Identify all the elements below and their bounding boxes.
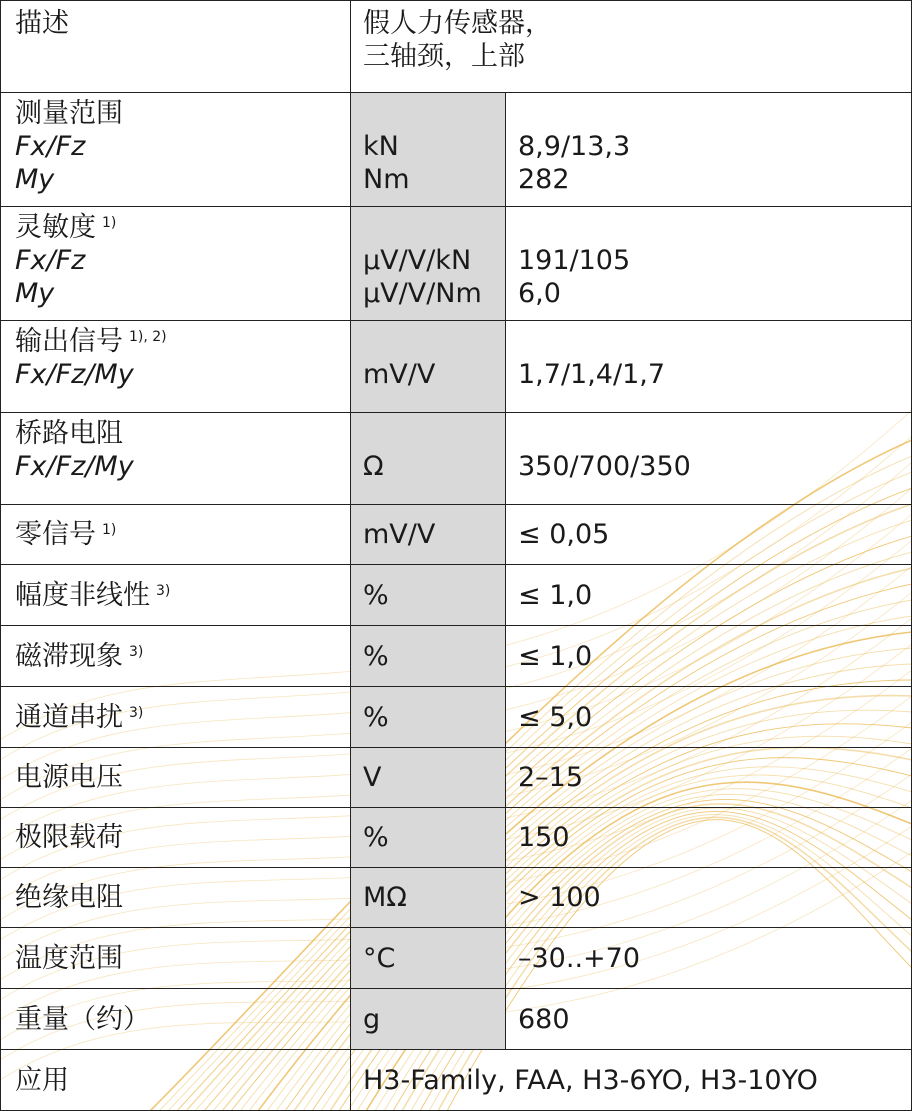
spec-value: 282 bbox=[518, 164, 570, 195]
param-sub-label: Fx/Fz bbox=[15, 131, 86, 162]
unit-cell bbox=[351, 989, 506, 1050]
table-row bbox=[1, 928, 912, 989]
unit-cell bbox=[351, 565, 506, 626]
value-cell bbox=[506, 207, 912, 321]
unit-value: % bbox=[363, 640, 389, 672]
footnote-ref: 1) bbox=[102, 215, 117, 231]
product-title-line1: 假人力传感器， bbox=[363, 8, 552, 39]
param-name-cell bbox=[1, 748, 351, 808]
unit-value: % bbox=[363, 579, 389, 611]
param-name: 通道串扰 bbox=[15, 701, 123, 733]
table-row bbox=[1, 565, 912, 626]
spec-value: 2–15 bbox=[518, 762, 584, 793]
header-label: 描述 bbox=[15, 8, 69, 39]
unit-value: °C bbox=[363, 942, 396, 974]
table-row-application bbox=[1, 1050, 912, 1111]
unit-value: mV/V bbox=[363, 359, 436, 390]
application-value-cell bbox=[351, 1050, 912, 1111]
application-label-cell bbox=[1, 1050, 351, 1111]
header-product-cell bbox=[351, 1, 912, 93]
table-row bbox=[1, 989, 912, 1050]
spec-value: > 100 bbox=[518, 882, 601, 913]
param-name-cell bbox=[1, 565, 351, 626]
footnote-ref: 3) bbox=[156, 582, 171, 599]
unit-cell bbox=[351, 868, 506, 928]
spec-value: 150 bbox=[518, 822, 570, 853]
header-label-cell bbox=[1, 1, 351, 93]
param-name: 输出信号 bbox=[15, 326, 123, 357]
table-row bbox=[1, 93, 912, 207]
param-name-cell bbox=[1, 207, 351, 321]
param-name-cell bbox=[1, 989, 351, 1050]
param-name-cell bbox=[1, 687, 351, 748]
unit-cell bbox=[351, 748, 506, 808]
param-name: 测量范围 bbox=[15, 98, 123, 129]
table-row bbox=[1, 207, 912, 321]
table-row bbox=[1, 808, 912, 868]
unit-cell bbox=[351, 93, 506, 207]
param-name: 温度范围 bbox=[15, 942, 123, 974]
table-row bbox=[1, 626, 912, 687]
value-cell bbox=[506, 565, 912, 626]
table-row bbox=[1, 413, 912, 505]
param-name: 电源电压 bbox=[15, 762, 123, 793]
param-name: 桥路电阻 bbox=[15, 418, 123, 449]
param-sub-label: Fx/Fz/My bbox=[15, 451, 134, 482]
value-cell bbox=[506, 687, 912, 748]
value-cell bbox=[506, 505, 912, 565]
param-name-cell bbox=[1, 505, 351, 565]
table-row bbox=[1, 505, 912, 565]
unit-value: g bbox=[363, 1003, 381, 1035]
param-name-cell bbox=[1, 868, 351, 928]
unit-value: V bbox=[363, 762, 382, 793]
param-sub-label: My bbox=[15, 278, 55, 309]
unit-value: Nm bbox=[363, 164, 410, 195]
param-sub-label: Fx/Fz bbox=[15, 245, 86, 276]
unit-cell bbox=[351, 321, 506, 413]
param-name-cell bbox=[1, 626, 351, 687]
param-sub-label: Fx/Fz/My bbox=[15, 359, 134, 390]
param-name: 极限载荷 bbox=[15, 822, 123, 853]
unit-cell bbox=[351, 928, 506, 989]
param-name: 幅度非线性 bbox=[15, 579, 150, 611]
value-cell bbox=[506, 989, 912, 1050]
value-cell bbox=[506, 321, 912, 413]
param-name-cell bbox=[1, 321, 351, 413]
spec-value: 8,9/13,3 bbox=[518, 131, 631, 162]
value-cell bbox=[506, 413, 912, 505]
value-cell bbox=[506, 868, 912, 928]
unit-value: mV/V bbox=[363, 519, 436, 550]
table-row bbox=[1, 687, 912, 748]
spec-value: ≤ 1,0 bbox=[518, 579, 593, 611]
unit-value: kN bbox=[363, 131, 399, 162]
unit-value: % bbox=[363, 701, 389, 733]
table-row bbox=[1, 321, 912, 413]
value-cell bbox=[506, 808, 912, 868]
spec-value: ≤ 1,0 bbox=[518, 640, 593, 672]
table-row bbox=[1, 748, 912, 808]
param-name-cell bbox=[1, 413, 351, 505]
spec-value: 6,0 bbox=[518, 278, 561, 309]
unit-value: µV/V/kN bbox=[363, 245, 472, 276]
value-cell bbox=[506, 93, 912, 207]
spec-value: ≤ 5,0 bbox=[518, 701, 593, 733]
footnote-ref: 1) bbox=[102, 522, 117, 538]
value-cell bbox=[506, 748, 912, 808]
unit-cell bbox=[351, 808, 506, 868]
footnote-ref: 3) bbox=[129, 643, 144, 660]
spec-value: 1,7/1,4/1,7 bbox=[518, 359, 666, 390]
spec-value: 680 bbox=[518, 1003, 570, 1035]
param-name: 灵敏度 bbox=[15, 212, 96, 243]
param-name: 绝缘电阻 bbox=[15, 882, 123, 913]
param-sub-label: My bbox=[15, 164, 55, 195]
unit-value: Ω bbox=[363, 451, 384, 482]
spec-value: 350/700/350 bbox=[518, 451, 691, 482]
table-row-header bbox=[1, 1, 912, 93]
param-name-cell bbox=[1, 808, 351, 868]
unit-cell bbox=[351, 626, 506, 687]
application-label: 应用 bbox=[15, 1064, 69, 1096]
footnote-ref: 3) bbox=[129, 704, 144, 721]
value-cell bbox=[506, 928, 912, 989]
unit-cell bbox=[351, 413, 506, 505]
unit-value: % bbox=[363, 822, 389, 853]
unit-cell bbox=[351, 505, 506, 565]
product-title-line2: 三轴颈，上部 bbox=[363, 41, 525, 72]
param-name: 磁滞现象 bbox=[15, 640, 123, 672]
spec-value: 191/105 bbox=[518, 245, 631, 276]
unit-cell bbox=[351, 687, 506, 748]
spec-value: ≤ 0,05 bbox=[518, 519, 610, 550]
application-value: H3-Family, FAA, H3-6YO, H3-10YO bbox=[363, 1064, 818, 1096]
param-name: 零信号 bbox=[15, 519, 96, 550]
param-name: 重量（约） bbox=[15, 1003, 150, 1035]
table-row bbox=[1, 868, 912, 928]
value-cell bbox=[506, 626, 912, 687]
param-name-cell bbox=[1, 93, 351, 207]
unit-cell bbox=[351, 207, 506, 321]
unit-value: µV/V/Nm bbox=[363, 278, 482, 309]
param-name-cell bbox=[1, 928, 351, 989]
unit-value: MΩ bbox=[363, 882, 407, 913]
spec-value: –30..+70 bbox=[518, 942, 641, 974]
footnote-ref: 1), 2) bbox=[129, 329, 167, 345]
